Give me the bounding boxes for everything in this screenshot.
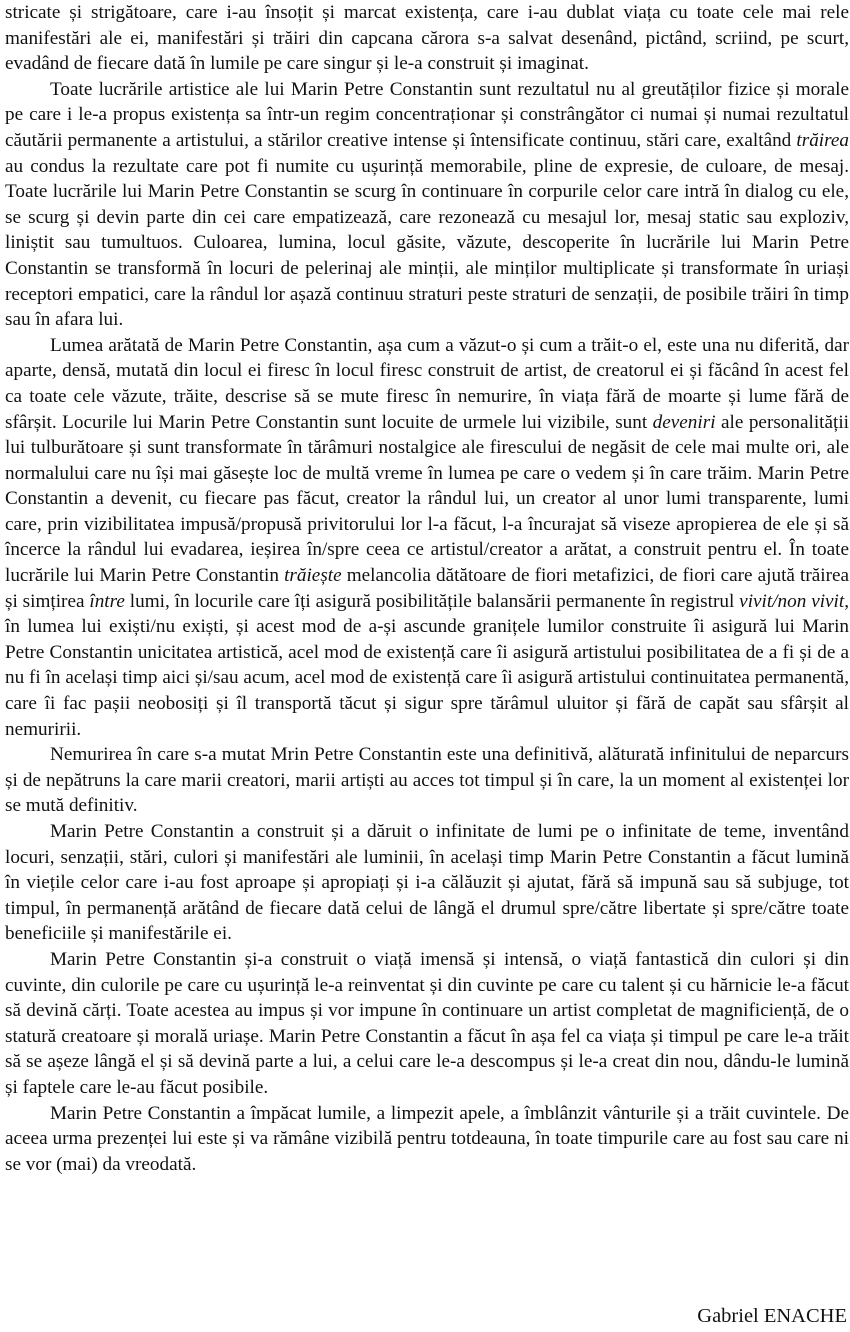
paragraph-text: ale personalității lui tulburătoare și sunt transformate în tărâmuri nostalgice ale firescului de negăsit de cele mai multe ori, ale normalului care nu își mai găsește loc de multă vreme în lumea pe care o vedem și în care trăim. Marin Petre Constantin a devenit, cu fiecare pas făcut, creator la rândul lui, un creator al unor lumi transparente, lumi care, prin vizibilitatea impusă/propusă privitorului lor l-a făcut, l-a încurajat să viseze apropierea de ele și să încerce la rândul lui evadarea, ieșirea în/spre ceea ce artistul/creator a arătat, a construit pentru el. În toate lucrările lui Marin Petre Constantin	[5, 411, 850, 587]
paragraph	[5, 333, 849, 743]
emphasis-text: deveniri	[652, 411, 716, 433]
emphasis-text: trăiește	[284, 565, 342, 587]
paragraph	[5, 819, 849, 947]
paragraph	[5, 0, 849, 77]
paragraph	[5, 1101, 849, 1178]
paragraph-text: Marin Petre Constantin și-a construit o viață imensă și intensă, o viață fantastică din culori și din cuvinte, din culorile pe care cu ușurință le-a reinventat și din cuvinte pe care cu talent și cu hărnicie le-a făcut să devină cărți. Toate acestea au impus și vor impune în continuare un artist completat de magnificiență, de o statură creatoare și morală uriașe. Marin Petre Constantin a făcut în așa fel ca viața și timpul pe care le-a trăit să se așeze lângă el și să devină parte a lui, a celui care le-a descompus și le-a creat din nou, dându-le lumină și faptele care le-au făcut posibile.	[5, 948, 849, 1098]
article-body	[5, 0, 849, 1177]
paragraph	[5, 742, 849, 819]
paragraph-text: stricate și strigătoare, care i-au însoțit și marcat existența, care i-au dublat viața cu toate cele mai rele manifestări ale ei, manifestări și trăiri din capcana cărora s-a salvat desenând, pictând, scriind, pe scurt, evadând de fiecare dată în lumile pe care singur și le-a construit și imaginat.	[5, 2, 849, 75]
emphasis-text: trăirea	[796, 129, 849, 151]
paragraph	[5, 947, 849, 1101]
emphasis-text: vivit/non vivit	[739, 590, 845, 612]
paragraph-text: Marin Petre Constantin a împăcat lumile, a limpezit apele, a îmblânzit vânturile și a trăit cuvintele. De aceea urma prezenței lui este și va rămâne vizibilă pentru totdeauna, în toate timpurile care au fost sau care ni se vor (mai) da vreodată.	[5, 1102, 849, 1175]
paragraph-text: Lumea arătată de Marin Petre Constantin, așa cum a văzut-o și cum a trăit-o el, este una nu diferită, dar aparte, densă, mutată din locul ei firesc în locul firesc construit de artist, de creatorul ei și făcând în acest fel ca toate cele văzute, trăite, descrise să se mute firesc în nemurire, în viața fără de moarte și lume fără de sfârșit. Locurile lui Marin Petre Constantin sunt locuite de urmele lui vizibile, sunt	[5, 334, 849, 433]
paragraph-text: Toate lucrările artistice ale lui Marin Petre Constantin sunt rezultatul nu al greutăților fizice și morale pe care i le-a propus existența sa într-un regim concentraționar și constrângător ci numai și numai rezultatul căutării permanente a artistului, a stărilor creative intense și întensificate continuu, stări care, exaltând	[5, 78, 849, 151]
paragraph-text: au condus la rezultate care pot fi numite cu ușurință memorabile, pline de expresie, de culoare, de mesaj. Toate lucrările lui Marin Petre Constantin se scurg în continuare în corpurile celor care intră în dialog cu ele, se scurg și devin parte din cei care empatizează, care rezonează cu mesajul lor, mesaj static sau exploziv, liniștit sau tumultuos. Culoarea, lumina, locul găsite, văzute, descoperite în lucrările lui Marin Petre Constantin se transformă în locuri de pelerinaj ale minții, ale minților multiplicate și transformate în uriași receptori empatici, care la rândul lor așază continuu straturi peste straturi de senzații, de posibile trăiri în timp sau în afara lui.	[5, 155, 849, 331]
paragraph-text: lumi, în locurile care îți asigură posibilitățile balansării permanente în registrul	[124, 590, 740, 612]
paragraph	[5, 77, 849, 333]
author-signature: Gabriel ENACHE	[697, 1305, 847, 1327]
paragraph-text: , în lumea lui exiști/nu exiști, și acest mod de a-și ascunde granițele lumilor construite îi asigură lui Marin Petre Constantin unicitatea artistică, acel mod de existență care îi asigură artistului posibilitatea de a fi și de a nu fi în același timp aici și/sau acum, acel mod de existență care îi asigură artistului continuitatea permanentă, care îi fac pașii neobosiți și îl transportă tăcut și sigur spre tărâmul uluitor și fără de capăt sau sfârșit al nemuririi.	[5, 590, 850, 740]
paragraph-text: melancolia dătătoare de fiori metafizici, de fiori care ajută trăirea și simțirea	[5, 565, 849, 612]
paragraph-text: Marin Petre Constantin a construit și a dăruit o infinitate de lumi pe o infinitate de teme, inventând locuri, senzații, stări, culori și manifestări ale luminii, în același timp Marin Petre Constantin a făcut lumină în viețile celor care i-au fost aproape și apropiați și i-a călăuzit și ajutat, fără să impună sau să subjuge, tot timpul, în permanență arătând de fiecare dată celui de lângă el drumul spre/către libertate și spre/către toate beneficiile și manifestările ei.	[5, 821, 849, 945]
paragraph-text: Nemurirea în care s-a mutat Mrin Petre Constantin este una definitivă, alăturată infinitului de neparcurs și de nepătruns la care marii creatori, marii artiști au acces tot timpul și în care, la un moment al existenței lor se mută definitiv.	[5, 744, 849, 817]
emphasis-text: între	[89, 590, 125, 612]
